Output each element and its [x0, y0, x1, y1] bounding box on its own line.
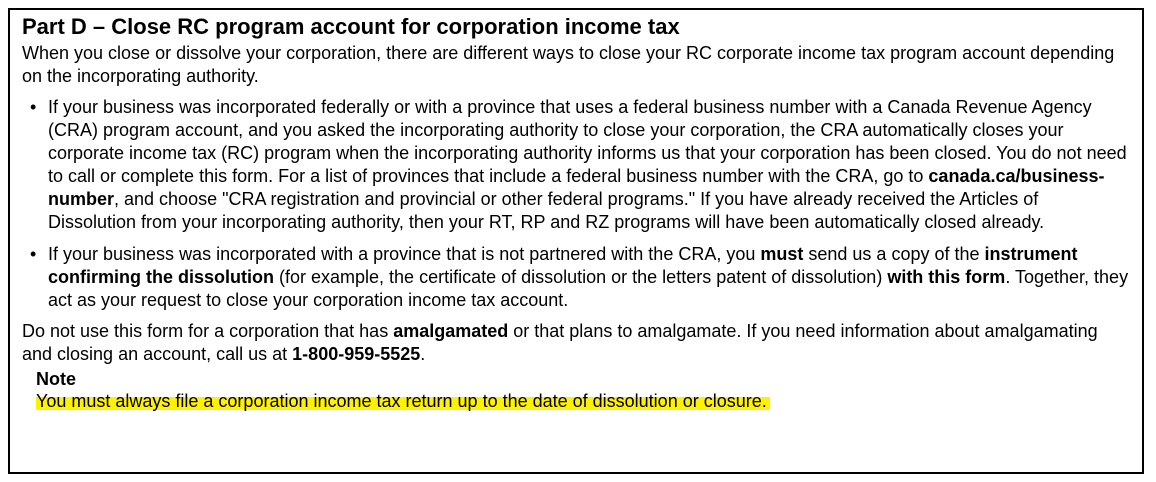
- bullet-item-provincial: [22, 243, 1130, 312]
- bullet2-text3: (for example, the certificate of dissolution or the letters patent of dissolution): [274, 267, 888, 287]
- bullet2-text2: send us a copy of the: [803, 244, 985, 264]
- closing-text3: .: [420, 344, 426, 364]
- bullet2-bold-instrument: instrument confirming the dissolution: [48, 244, 1078, 287]
- bullet2-text1: If your business was incorporated with a province that is not partnered with the CRA, you: [48, 244, 761, 264]
- note-title: Note: [36, 369, 76, 389]
- intro-text: When you close or dissolve your corporation, there are different ways to close your RC corporate income tax program account depending on the incorporating authority.: [22, 43, 1115, 86]
- closing-text1: Do not use this form for a corporation that has: [22, 321, 394, 341]
- bullet2-text4: . Together, they act as your request to close your corporation income tax account.: [48, 267, 1129, 310]
- closing-bold-amalgamated: amalgamated: [393, 321, 509, 341]
- bullet2-bold-must: must: [760, 244, 804, 264]
- part-d-section: [8, 8, 1144, 474]
- closing-paragraph: [22, 320, 1130, 366]
- bullet-icon: •: [30, 244, 37, 264]
- bullet-list: [22, 96, 1130, 312]
- business-number-link: canada.ca/business-number: [48, 166, 1105, 209]
- bullet-item-federal: [22, 96, 1130, 234]
- bullet-icon: •: [30, 97, 37, 117]
- intro-paragraph: [22, 42, 1130, 88]
- bullet2-bold-with-form: with this form: [887, 267, 1006, 287]
- section-title: Part D – Close RC program account for corporation income tax: [22, 14, 680, 39]
- note-block: [36, 368, 1130, 413]
- phone-number: 1-800-959-5525: [292, 344, 421, 364]
- bullet1-text1: If your business was incorporated federally or with a province that uses a federal business number with a Canada Revenue Agency (CRA) program account, and you asked the incorporating authority to close your corporation, the CRA automatically closes your corporate income tax (RC) program when the incorporating authority informs us that your corporation has been closed. You do not need to call or complete this form. For a list of provinces that include a federal business number with the CRA, go to: [48, 97, 1127, 186]
- closing-text2: or that plans to amalgamate. If you need information about amalgamating and closing an account, call us at: [22, 321, 1098, 364]
- bullet1-text2: , and choose "CRA registration and provincial or other federal programs." If you have already received the Articles of Dissolution from your incorporating authority, then your RT, RP and RZ programs will have been automatically closed already.: [48, 189, 1045, 232]
- note-highlighted-text: You must always file a corporation income tax return up to the date of dissolution or closure.: [36, 390, 770, 413]
